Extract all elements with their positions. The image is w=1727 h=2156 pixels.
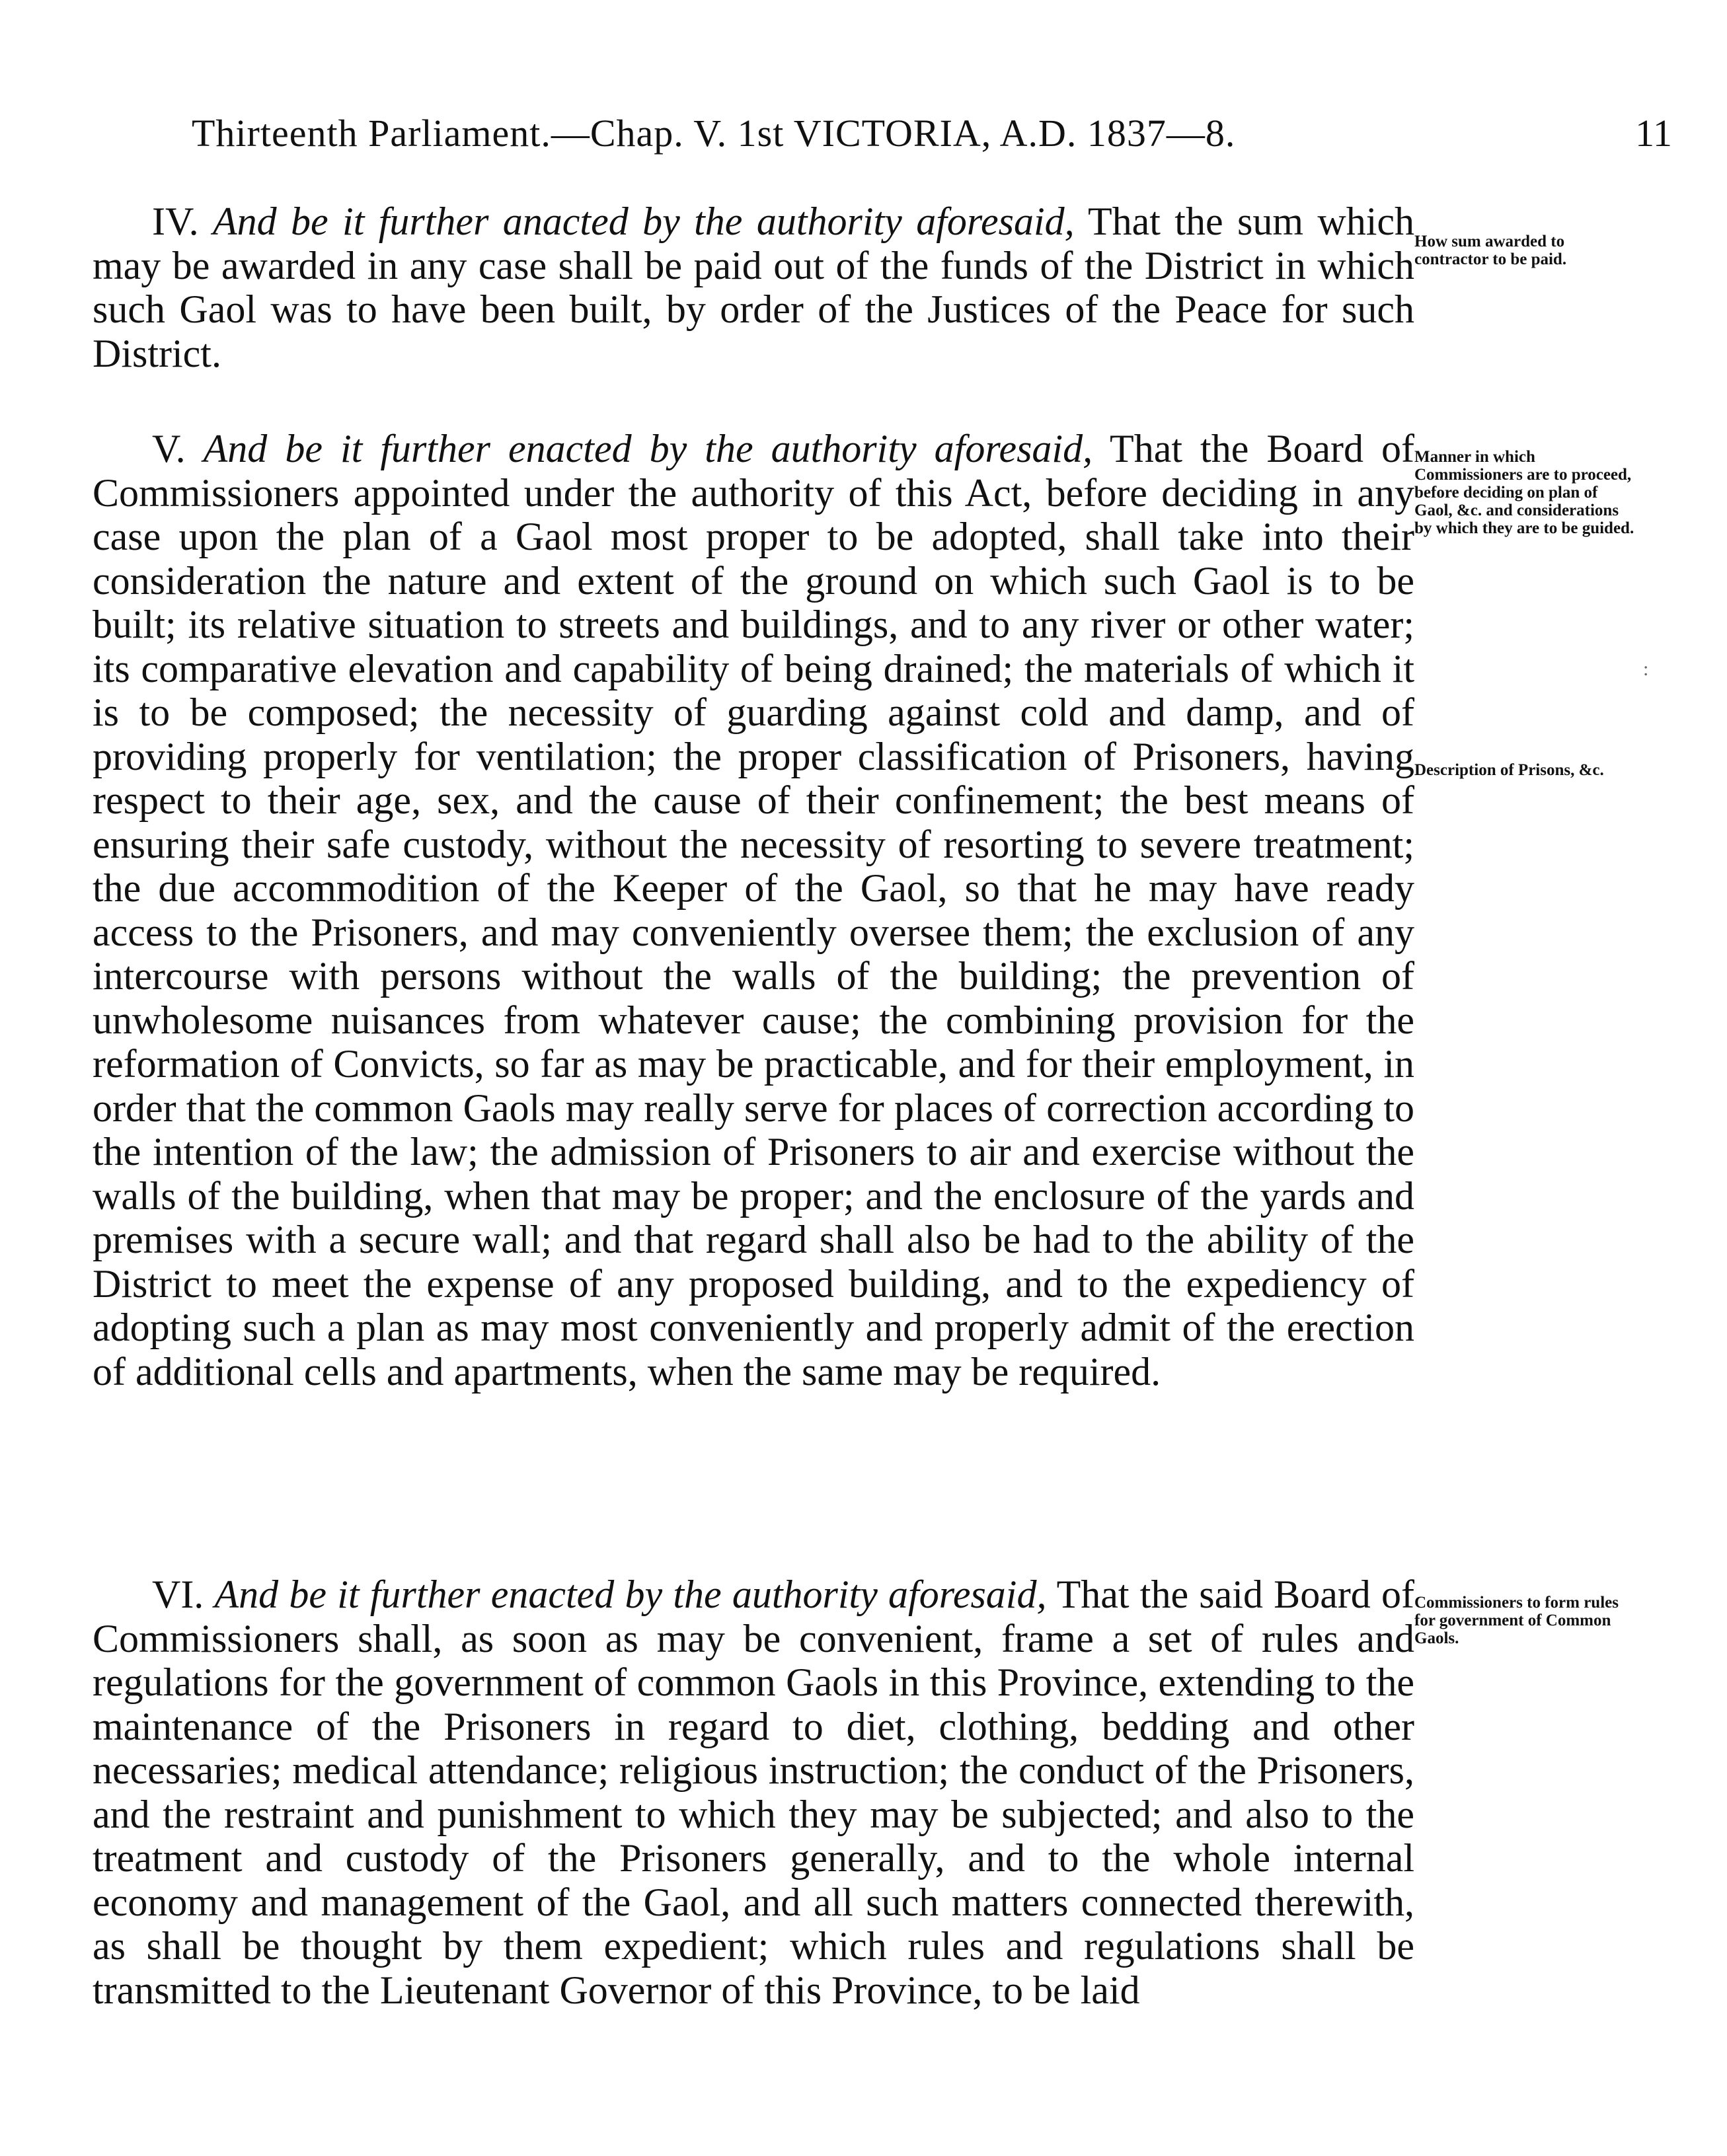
page-number: 11: [1635, 112, 1672, 155]
section-paragraph: [93, 200, 1414, 375]
running-header: [192, 111, 1672, 164]
section-text: That the said Board of Commissioners shall, as soon as may be convenient, frame a set of rules and regulations for the government of common Gaols in this Province, extending to the maintenance of the Prisoners in regard to diet, clothing, bedding and other necessaries; medical attendance; religious instruction; the conduct of the Prisoners, and the restraint and punishment to which they may be subjected; and also to the treatment and custody of the Prisoners generally, and to the whole internal economy and management of the Gaol, and all such matters connected therewith, as shall be thought by them expedient; which rules and regulations shall be transmitted to the Lieutenant Governor of this Province, to be laid: [93, 1573, 1415, 2012]
running-head: Thirteenth Parliament.—Chap. V. 1st VICTORIA, A.D. 1837—8.: [192, 112, 1236, 155]
section-paragraph: [93, 427, 1414, 1394]
margin-note-sum-awarded: How sum awarded to contractor to be paid.: [1414, 233, 1567, 268]
enacting-clause: And be it further anacted by the authority aforesaid,: [212, 200, 1075, 243]
enacting-clause: And be it further enacted by the authority aforesaid,: [203, 427, 1093, 470]
section-number: VI.: [152, 1573, 204, 1616]
section-vi: [93, 1573, 1414, 2012]
section-number: V.: [152, 427, 186, 470]
section-v: [93, 427, 1414, 1394]
margin-note-rules-for-gaols: Commissioners to form rules for government of Common Gaols.: [1414, 1594, 1619, 1647]
section-text: That the Board of Commissioners appointed under the authority of this Act, before deciding in any case upon the plan of a Gaol most proper to be adopted, shall take into their consideration the nature and extent of the ground on which such Gaol is to be built; its relative situation to streets and buildings, and to any river or other water; its comparative elevation and capability of being drained; the materials of which it is to be composed; the necessity of guarding against cold and damp, and of providing properly for ventilation; the proper classification of Prisoners, having respect to their age, sex, and the cause of their confinement; the best means of ensuring their safe custody, without the necessity of resorting to severe treatment; the due accommodition of the Keeper of the Gaol, so that he may have ready access to the Prisoners, and may conveniently oversee them; the exclusion of any intercourse with persons without the walls of the building; the prevention of unwholesome nuisances from whatever cause; the combining provision for the reformation of Convicts, so far as may be practicable, and for their employment, in order that the common Gaols may really serve for places of correction according to the intention of the law; the admission of Prisoners to air and exercise without the walls of the building, when that may be proper; and the enclosure of the yards and premises with a secure wall; and that regard shall also be had to the ability of the District to meet the expense of any proposed building, and to the expediency of adopting such a plan as may most conveniently and properly admit of the erection of additional cells and apartments, when the same may be required.: [93, 427, 1414, 1394]
section-number: IV.: [152, 200, 199, 243]
margin-note-commissioners-proceed: Manner in which Commissioners are to proceed, before deciding on plan of Gaol, &c. and considerations by which they are to be guided.: [1414, 448, 1634, 537]
section-iv: [93, 200, 1414, 375]
margin-note-description-of-prisons: Description of Prisons, &c.: [1414, 761, 1604, 779]
section-text: That the sum which may be awarded in any case shall be paid out of the funds of the District in which such Gaol was to have been built, by order of the Justices of the Peace for such District.: [93, 200, 1415, 375]
enacting-clause: And be it further enacted by the authority aforesaid,: [214, 1573, 1047, 1616]
section-paragraph: [93, 1573, 1414, 2012]
stray-mark: :: [1643, 658, 1649, 680]
